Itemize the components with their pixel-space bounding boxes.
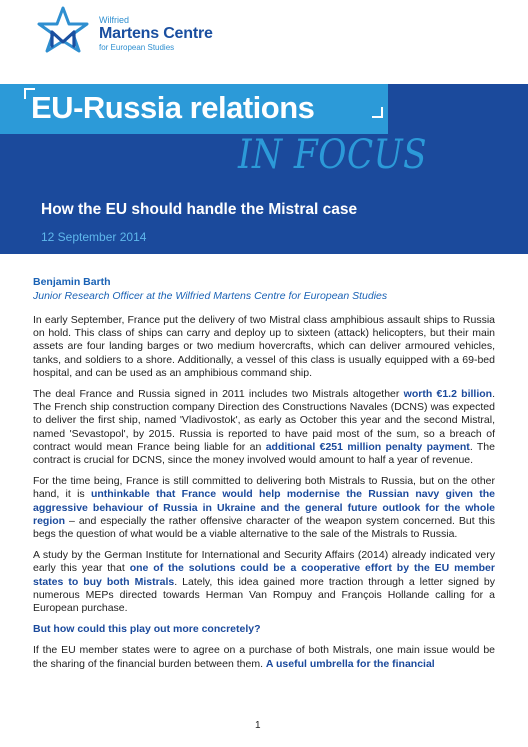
logo-subtitle: for European Studies [99,43,175,52]
paragraph-1: In early September, France put the delivery of two Mistral class amphibious assault ships to Russia on hold. This class of ships can carry and deploy up to sixteen (attack) helicopters, but their main assets are four landing barges or two medium hovercrafts, which can deliver armoured vehicles, tanks, and soldiers to a shore. Additionally, a vessel of this class is usually equipped with a 69-bed hospital, and can be used as an amphibious command ship. [33,314,495,379]
section-question: But how could this play out more concretely? [33,623,261,636]
author-role: Junior Research Officer at the Wilfried Martens Centre for European Studies [33,290,388,302]
paragraph-2: The deal France and Russia signed in 2011 includes two Mistrals altogether worth €1.2 billion. The French ship construction company Direction des Constructions Navales (DCNS) was expected to deliver the first ship, named 'Vladivostok', as early as October this year and the second Mistral, named 'Sevastopol', by 2015. Russia is reported to have paid most of the sum, so a breach of contract would mean France being liable for an additional €251 million penalty payment. The contract is crucial for DCNS, since the money involved would amount to half a year of revenue. [33,388,495,467]
paragraph-5: If the EU member states were to agree on a purchase of both Mistrals, one main issue would be the sharing of the financial burden between them. A useful umbrella for the financial [33,644,495,670]
paragraph-3: For the time being, France is still committed to delivering both Mistrals to Russia, but on the other hand, it is unthinkable that France would help modernise the Russian navy given the aggressive behaviour of Russia in Ukraine and the general future outlook for the whole region – and especially the rather offensive character of the weapon system concerned. But this begs the question of what would be a viable alternative to the sale of the Mistrals to Russia. [33,475,495,541]
star-m-logo-icon [33,6,93,58]
publication-date: 12 September 2014 [41,230,147,244]
logo-martens-centre: Martens Centre [99,25,213,42]
banner-subtitle: How the EU should handle the Mistral case [41,201,358,218]
page-number: 1 [255,720,261,731]
author-name: Benjamin Barth [33,276,111,288]
paragraph-4: A study by the German Institute for International and Security Affairs (2014) already indicated very early this year that one of the solutions could be a cooperative effort by the EU member states to buy both Mistrals. Lately, this idea gained more traction through a letter signed by numerous MEPs directed towards Herman Van Rompuy and François Hollande calling for a European purchase. [33,549,495,615]
in-focus-label: IN FOCUS [238,132,428,178]
logo-wilfried: Wilfried [99,15,130,25]
article-body [33,314,495,679]
logo [33,6,233,58]
banner-title: EU-Russia relations [31,90,315,125]
title-corner-bottom-right [372,107,383,118]
